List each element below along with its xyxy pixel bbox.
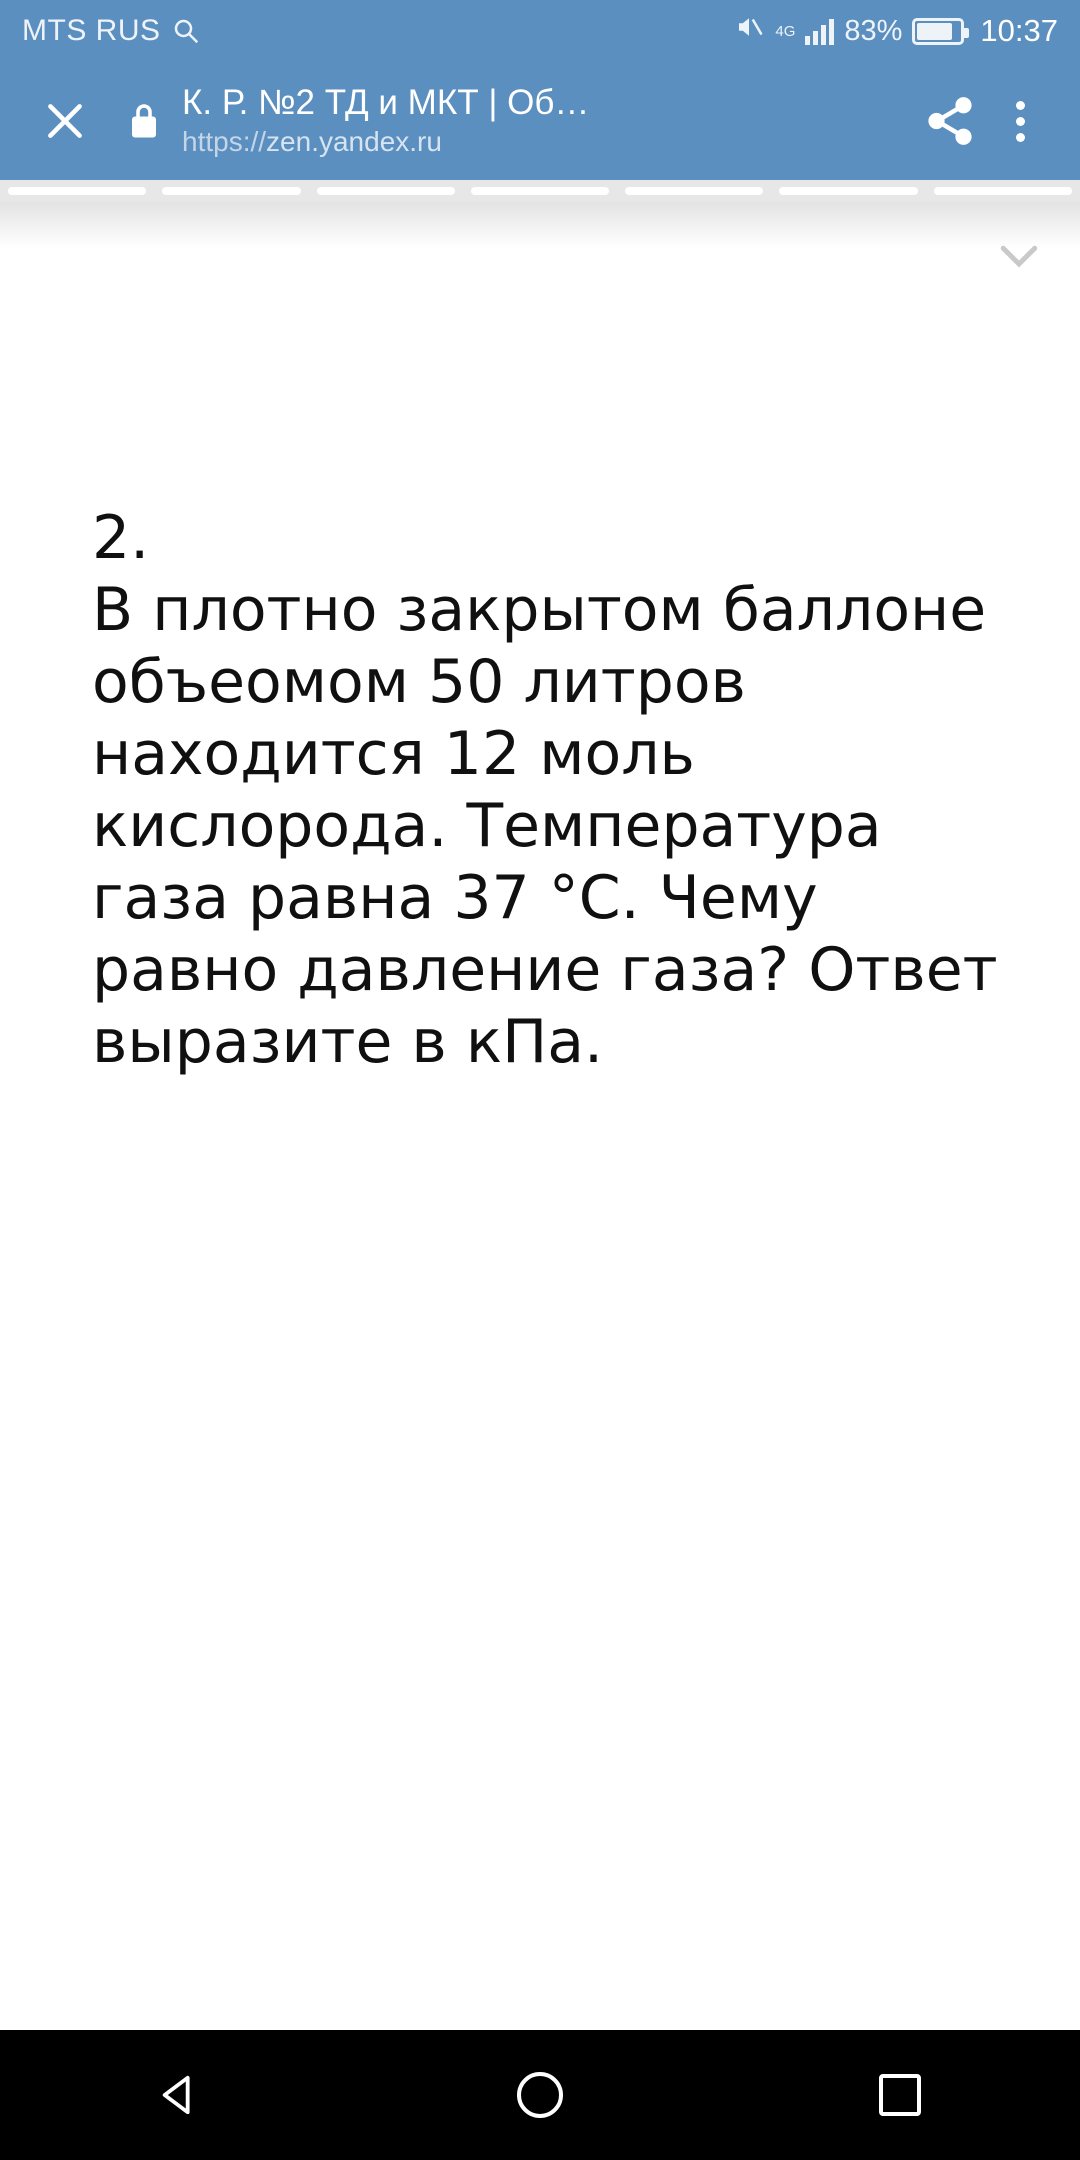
status-bar — [0, 0, 1080, 62]
lock-icon — [114, 99, 174, 143]
signal-strength-icon — [805, 17, 834, 45]
close-icon[interactable] — [30, 86, 100, 156]
status-bar-right — [733, 12, 1058, 50]
android-navigation-bar — [0, 2030, 1080, 2160]
home-icon[interactable] — [480, 2035, 600, 2155]
mute-icon — [733, 12, 765, 50]
url-host: zen.yandex.ru — [266, 126, 442, 157]
url-scheme: https:// — [182, 126, 267, 157]
search-icon[interactable] — [171, 16, 201, 46]
question-number: 2. — [92, 503, 150, 573]
share-icon[interactable] — [910, 94, 990, 148]
back-icon[interactable] — [120, 2035, 240, 2155]
overflow-menu-icon[interactable] — [990, 101, 1050, 142]
content-top-shadow — [0, 202, 1080, 248]
web-page-content — [0, 202, 1080, 1710]
url-bar[interactable] — [182, 124, 910, 160]
chevron-down-icon[interactable] — [992, 228, 1046, 282]
network-type-label: 4G — [775, 22, 796, 40]
clock-label: 10:37 — [980, 13, 1058, 48]
carrier-label: MTS RUS — [22, 14, 161, 47]
page-title: К. Р. №2 ТД и МКТ | Об… — [182, 83, 590, 122]
battery-percent-label: 83% — [844, 14, 903, 47]
question-text: В плотно закрытом баллоне объеомом 50 литров находится 12 моль кислорода. Температура газа равна 37 °C. Чему равно давление газа? Ответ выразите в кПа. — [92, 575, 998, 1077]
status-bar-left — [22, 14, 201, 48]
browser-toolbar — [0, 62, 1080, 180]
recents-icon[interactable] — [840, 2035, 960, 2155]
loading-placeholder-strip — [0, 180, 1080, 202]
battery-icon — [912, 18, 964, 45]
question-block — [92, 502, 1010, 1078]
toolbar-titles[interactable] — [182, 82, 910, 160]
